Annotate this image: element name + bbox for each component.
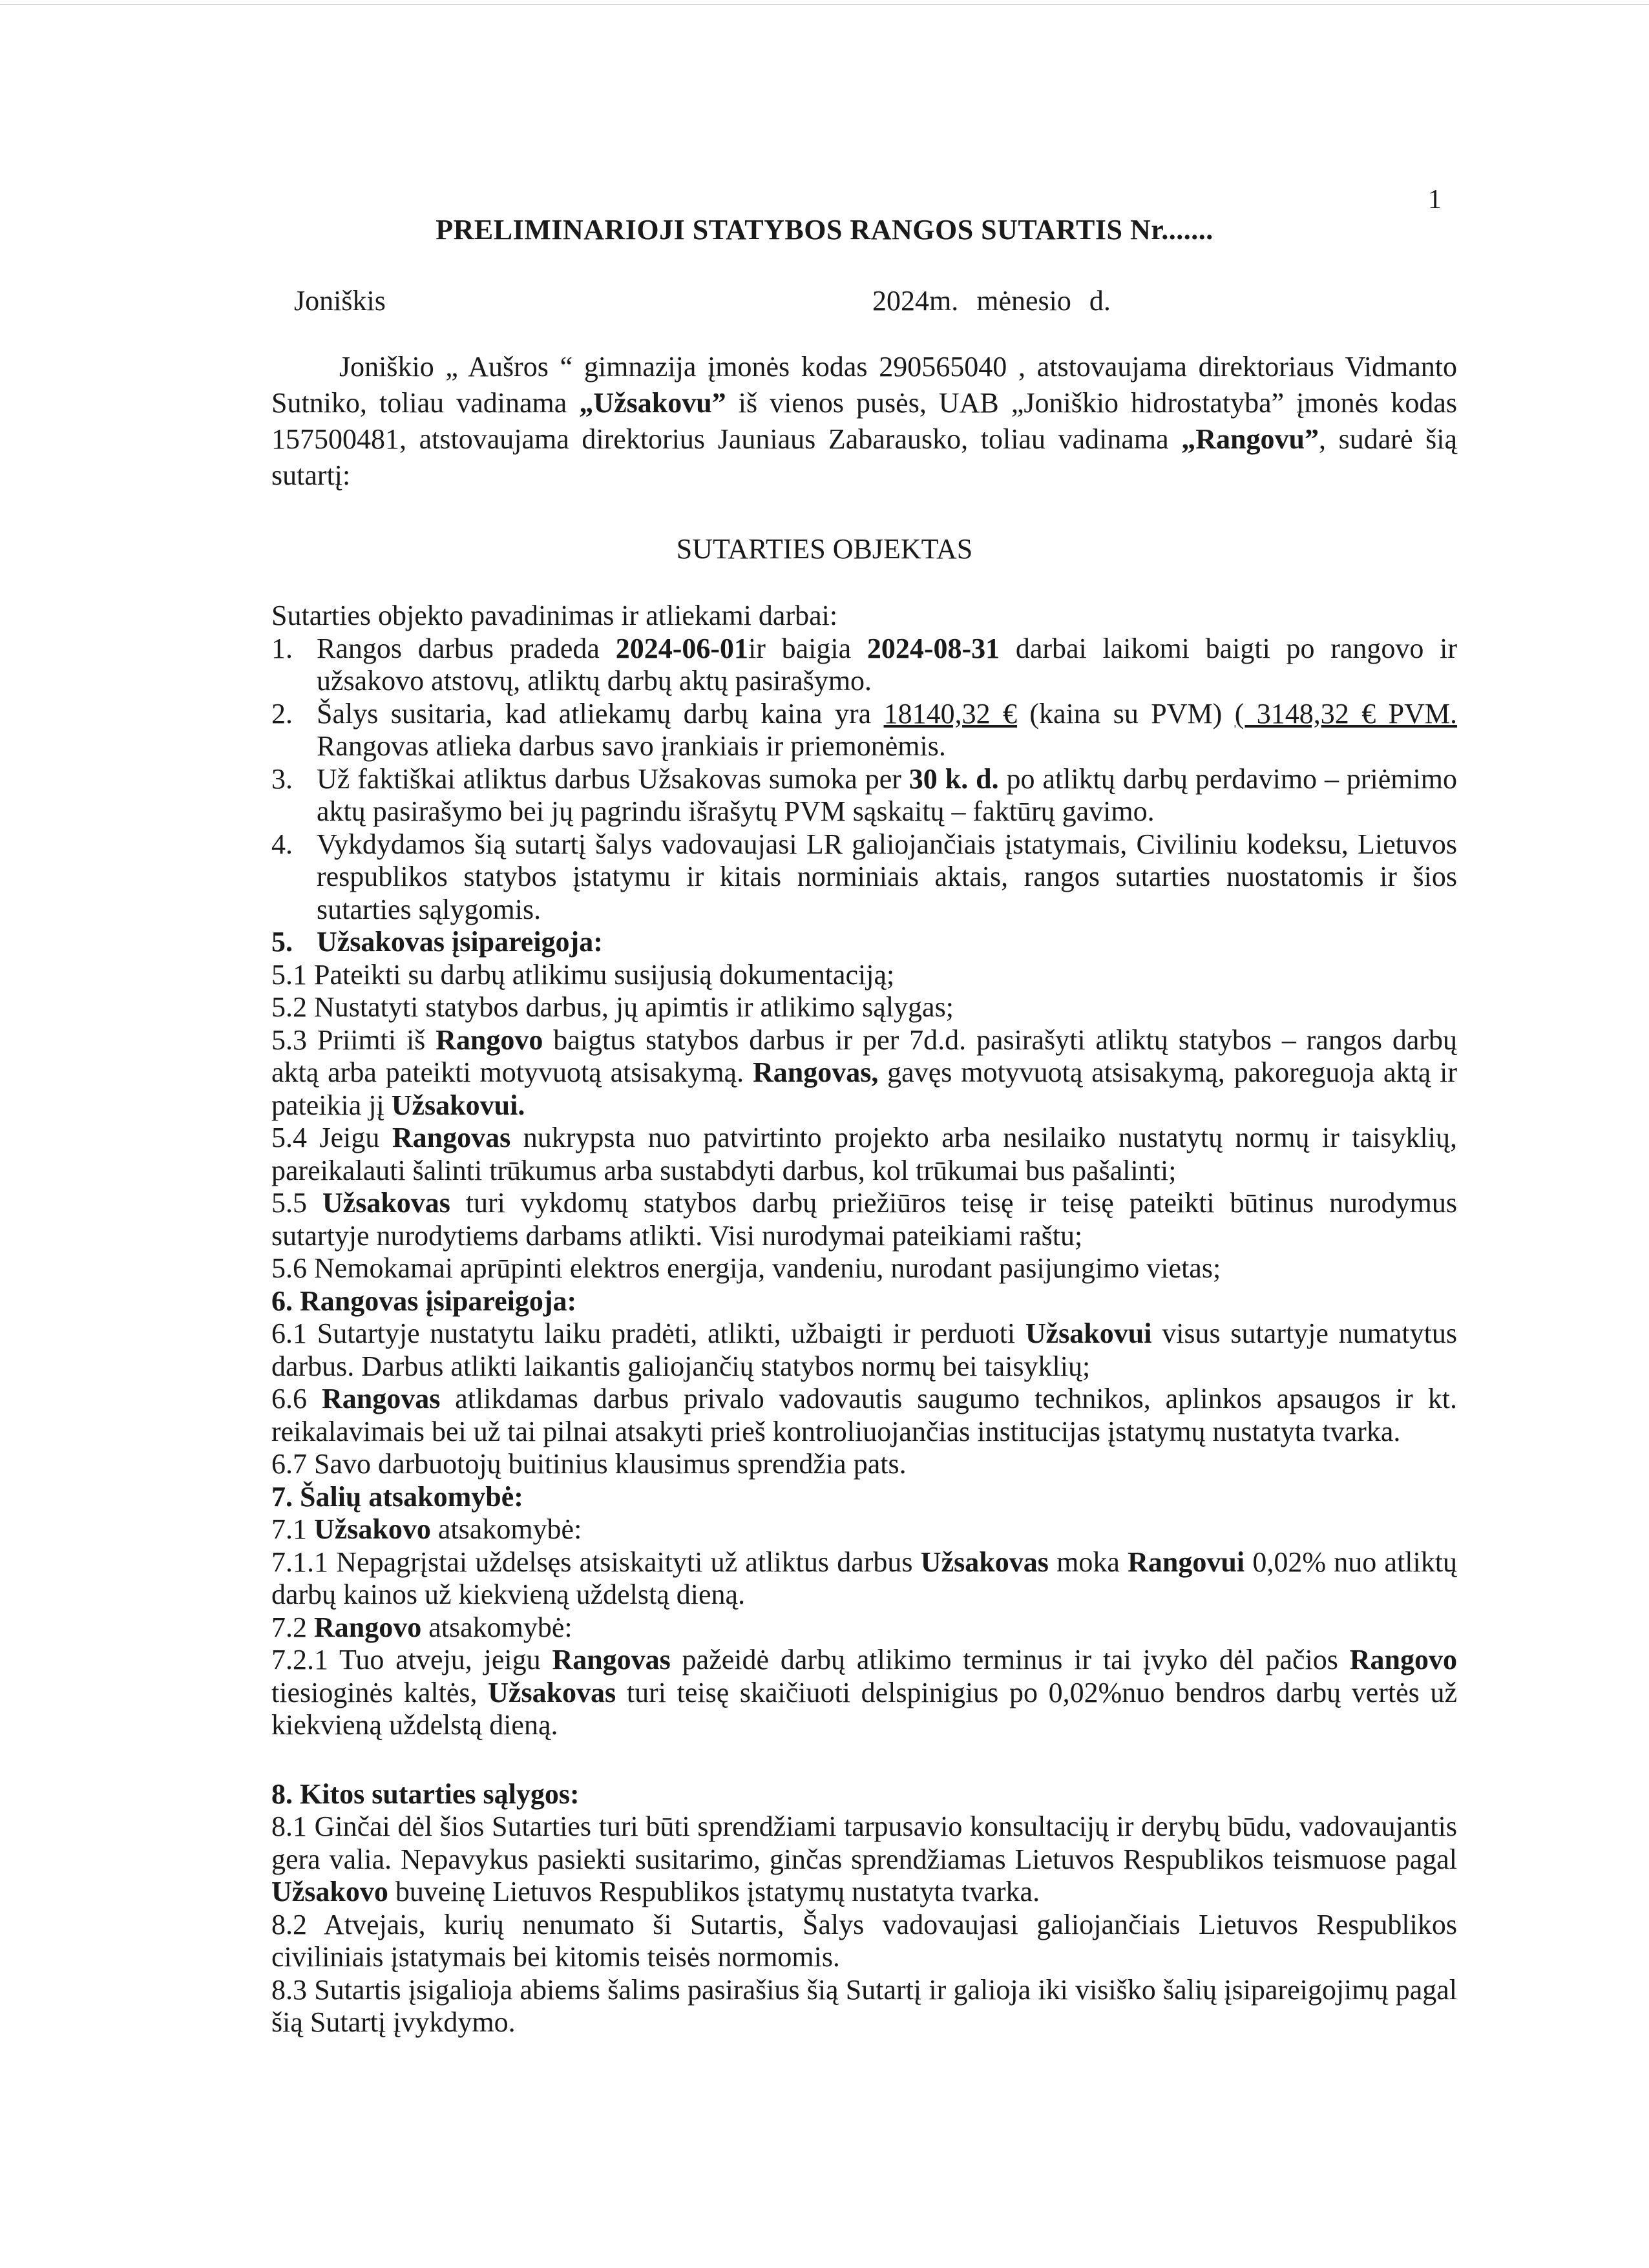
section-heading-object: SUTARTIES OBJEKTAS	[676, 533, 973, 565]
document-title: PRELIMINARIOJI STATYBOS RANGOS SUTARTIS Nr.......	[436, 214, 1213, 246]
section-heading-5: 5. Užsakovas įsipareigoja:	[271, 926, 603, 958]
date-day: d.	[1089, 285, 1111, 317]
clause-5-3: 5.3 Priimti iš Rangovo baigtus statybos darbus ir per 7d.d. pasirašyti atliktų statybos – rangos darbų aktą arba pateikti motyvuotą atsisakymą. Rangovas, gavęs motyvuotą atsisakymą, pakoreguoja aktą ir pateikia jį Užsakovui.	[271, 1024, 1457, 1121]
end-date: 2024-08-31	[867, 632, 1000, 664]
section-heading-8: 8. Kitos sutarties sąlygos:	[271, 1778, 580, 1810]
contract-body	[271, 600, 1457, 2039]
page-number: 1	[1428, 185, 1442, 215]
date-line	[872, 284, 1129, 317]
list-item	[271, 698, 1457, 763]
price-value: 18140,32 €	[883, 697, 1017, 730]
item-text: Vykdydamos šią sutartį šalys vadovaujasi LR galiojančiais įstatymais, Civiliniu kodeksu, Lietuvos respublikos statybos įstatymu ir kitais norminiais aktais, rangos sutarties nuostatomis ir šios sutarties sąlygomis.	[317, 828, 1457, 925]
section-heading-6: 6. Rangovas įsipareigoja:	[271, 1285, 577, 1317]
payment-term: 30 k. d.	[909, 762, 999, 795]
clause-8-1: 8.1 Ginčai dėl šios Sutarties turi būti sprendžiami tarpusavio konsultacijų ir derybų būdu, vadovaujantis gera valia. Nepavykus pasiekti susitarimo, ginčas sprendžiamas Lietuvos Respublikos teismuose pagal Užsakovo buveinę Lietuvos Respublikos įstatymų nustatyta tvarka.	[271, 1811, 1457, 1907]
clause-7-2-1: 7.2.1 Tuo atveju, jeigu Rangovas pažeidė darbų atlikimo terminus ir tai įvyko dėl pačios Rangovo tiesioginės kaltės, Užsakovas turi teisę skaičiuoti delspinigius po 0,02%nuo bendros darbų vertės už kiekvieną uždelstą dieną.	[271, 1644, 1457, 1741]
clause-6-7: 6.7 Savo darbuotojų buitinius klausimus sprendžia pats.	[271, 1448, 907, 1480]
intro-text: , sudarė šią sutartį:	[271, 423, 1457, 491]
object-label: Sutarties objekto pavadinimas ir atliekami darbai:	[271, 600, 838, 631]
clause-5-1: 5.1 Pateikti su darbų atlikimu susijusią dokumentaciją;	[271, 958, 895, 991]
date-year: 2024m.	[872, 285, 959, 317]
clause-6-1: 6.1 Sutartyje nustatytu laiku pradėti, atlikti, užbaigti ir perduoti Užsakovui visus sutartyje numatytus darbus. Darbus atlikti laikantis galiojančių statybos normų bei taisyklių;	[271, 1318, 1457, 1382]
clause-7-2: 7.2 Rangovo atsakomybė:	[271, 1611, 572, 1643]
scan-edge-line	[0, 4, 1649, 5]
clause-8-3: 8.3 Sutartis įsigalioja abiems šalims pasirašius šią Sutartį ir galioja iki visiško šalių įsipareigojimų pagal šią Sutartį įvykdymo.	[271, 1973, 1457, 2038]
item-number: 2.	[271, 697, 293, 730]
list-item	[271, 763, 1457, 828]
clause-8-2: 8.2 Atvejais, kurių nenumato ši Sutartis, Šalys vadovaujasi galiojančiais Lietuvos Respublikos civiliniais įstatymais bei kitomis teisės normomis.	[271, 1908, 1457, 1973]
intro-text: Joniškio „ Aušros “ gimnazija įmonės kodas 290565040 , atstovaujama direktoriaus Vidmanto Sutniko, toliau vadinama	[271, 351, 1457, 419]
list-item	[271, 633, 1457, 698]
clause-5-4: 5.4 Jeigu Rangovas nukrypsta nuo patvirtinto projekto arba nesilaiko nustatytų normų ir taisyklių, pareikalauti šalinti trūkumus arba sustabdyti darbus, kol trūkumai bus pašalinti;	[271, 1122, 1457, 1186]
start-date: 2024-06-01	[615, 632, 748, 664]
intro-text: iš vienos pusės, UAB „Joniškio hidrostatyba” įmonės kodas 157500481, atstovaujama direktorius Jauniaus Zabarausko, toliau vadinama	[271, 387, 1457, 455]
vat-value: ( 3148,32 € PVM.	[1234, 697, 1458, 730]
item-text: Rangos darbus pradeda 2024-06-01ir baigia 2024-08-31 darbai laikomi baigti po rangovo ir užsakovo atstovų, atliktų darbų aktų pasirašymo.	[317, 632, 1458, 697]
contractor-name: „Rangovu”	[1181, 423, 1319, 455]
item-text: Šalys susitaria, kad atliekamų darbų kaina yra 18140,32 € (kaina su PVM) ( 3148,32 € PVM. Rangovas atlieka darbus savo įrankiais ir priemonėmis.	[317, 697, 1458, 762]
section-heading-7: 7. Šalių atsakomybė:	[271, 1480, 523, 1513]
clause-6-6: 6.6 Rangovas atlikdamas darbus privalo vadovautis saugumo technikos, aplinkos apsaugos ir kt. reikalavimais bei už tai pilnai atsakyti prieš kontroliuojančias institucijas įstatymų nustatyta tvarka.	[271, 1383, 1457, 1447]
clause-5-6: 5.6 Nemokamai aprūpinti elektros energija, vandeniu, nurodant pasijungimo vietas;	[271, 1252, 1221, 1284]
intro-paragraph	[271, 349, 1457, 494]
clause-5-5: 5.5 Užsakovas turi vykdomų statybos darbų priežiūros teisę ir teisę pateikti būtinus nurodymus sutartyje nurodytiems darbams atlikti. Visi nurodymai pateikiami raštu;	[271, 1187, 1457, 1252]
list-item	[271, 828, 1457, 927]
date-month: mėnesio	[976, 285, 1071, 317]
item-number: 4.	[271, 828, 293, 860]
item-text: Už faktiškai atliktus darbus Užsakovas sumoka per 30 k. d. po atliktų darbų perdavimo – priėmimo aktų pasirašymo bei jų pagrindu išrašytų PVM sąskaitų – faktūrų gavimo.	[317, 762, 1457, 827]
clause-7-1-1: 7.1.1 Nepagrįstai uždelsęs atsiskaityti už atliktus darbus Užsakovas moka Rangovui 0,02% nuo atliktų darbų kainos už kiekvieną uždelstą dieną.	[271, 1546, 1457, 1610]
customer-name: „Užsakovu”	[579, 387, 726, 419]
clause-7-1: 7.1 Užsakovo atsakomybė:	[271, 1513, 582, 1545]
item-number: 1.	[271, 632, 293, 664]
item-number: 3.	[271, 762, 293, 795]
place: Joniškis	[294, 285, 386, 317]
clause-5-2: 5.2 Nustatyti statybos darbus, jų apimtis ir atlikimo sąlygas;	[271, 991, 954, 1023]
